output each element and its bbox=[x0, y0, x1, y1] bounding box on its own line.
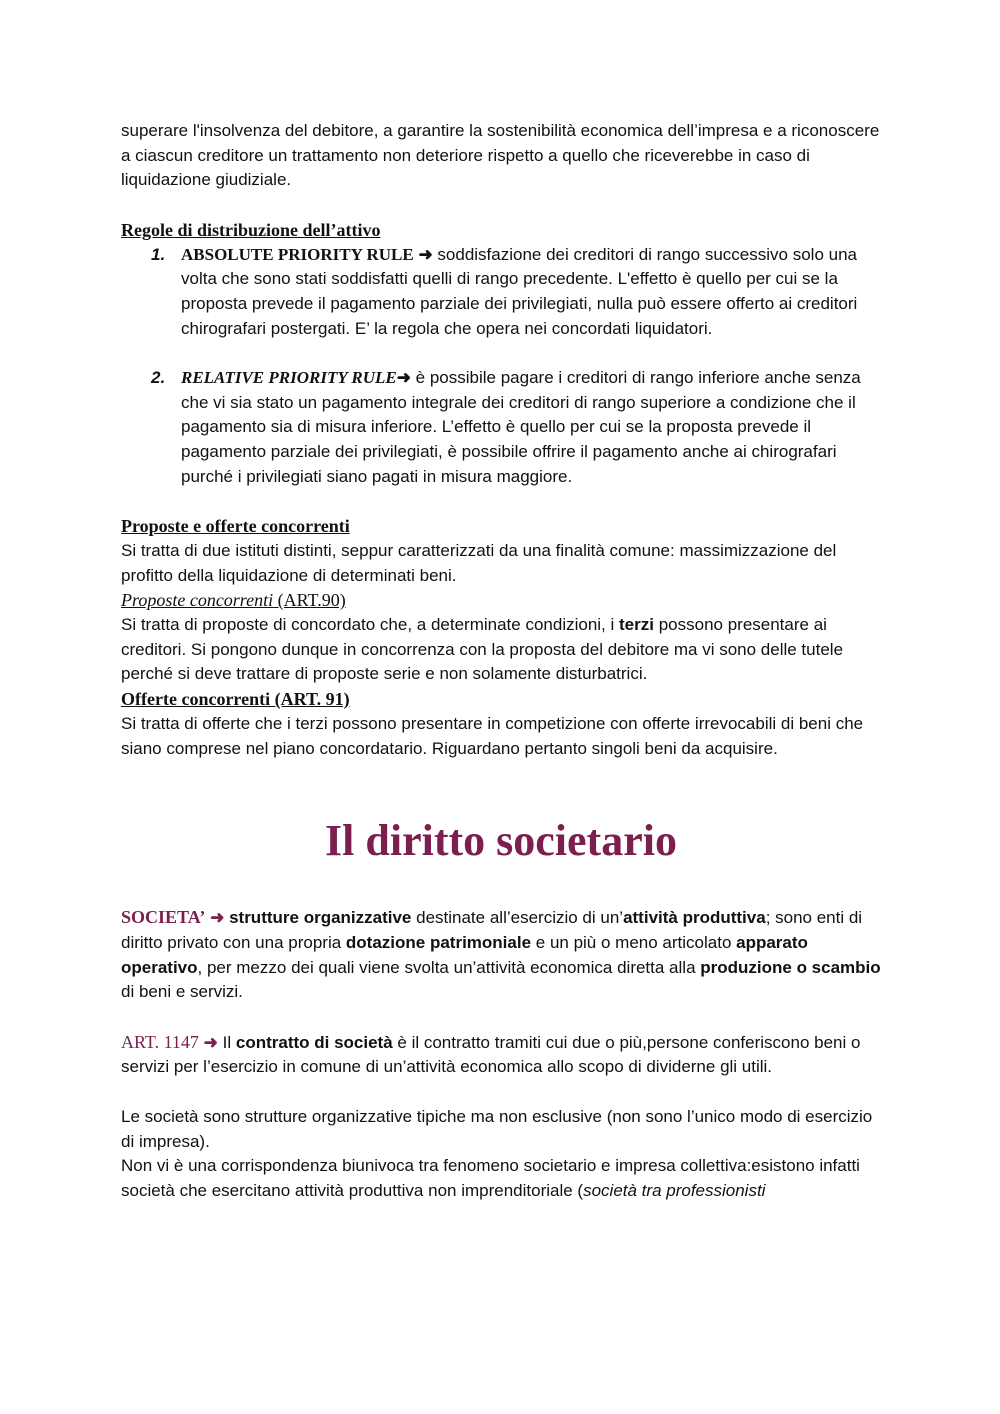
societa-paragraph bbox=[121, 905, 881, 1005]
absolute-priority-term: ABSOLUTE PRIORITY RULE bbox=[181, 244, 414, 264]
text-run: Si tratta di proposte di concordato che, a determinate condizioni, i bbox=[121, 615, 620, 635]
offerte-paragraph: Si tratta di offerte che i terzi possono presentare in competizione con offerte irrevocabili di beni che siano comprese nel piano concordatario. Riguardano pertanto singoli beni da acquisire. bbox=[121, 713, 864, 758]
section-heading-proposte-offerte: Proposte e offerte concorrenti bbox=[121, 516, 350, 537]
list-item-text: soddisfazione dei creditori di rango successivo solo una volta che sono stati soddisfatti quelli di rango precedente. L'effetto è quello per cui se la proposta prevede il pagamento parziale dei privilegiati, nulla può essere offerto ai creditori chirografari postergati. E’ la regola che opera nei concordati liquidatori. bbox=[181, 244, 858, 338]
text-run: e un più o meno articolato bbox=[531, 932, 737, 952]
priority-rules-list bbox=[121, 243, 881, 490]
text-run: destinate all’esercizio di un’ bbox=[411, 908, 624, 928]
subheading-proposte-title: Proposte concorrenti bbox=[121, 590, 274, 611]
text-run: ; sono enti di diritto privato con una propria bbox=[121, 908, 863, 952]
proposte-paragraph bbox=[121, 613, 881, 687]
arrow-right-icon: ➜ bbox=[418, 244, 433, 264]
text-run: Il bbox=[217, 1032, 236, 1052]
bold-run: terzi bbox=[619, 615, 654, 635]
page-content bbox=[121, 119, 881, 1204]
bold-run: attività produttiva bbox=[623, 908, 766, 928]
art1147-term: ART. 1147 bbox=[121, 1031, 199, 1052]
list-item-text: è possibile pagare i creditori di rango inferiore anche senza che vi sia stato un pagamento integrale dei creditori di rango superiore a condizione che il pagamento sia di misura inferiore. L’effetto è quello per cui se la proposta prevede il pagamento parziale dei privilegiati, è possibile offrire il pagamento anche ai chirografari purché i privilegiati siano pagati in misura maggiore. bbox=[181, 368, 861, 486]
subheading-offerte: Offerte concorrenti (ART. 91) bbox=[121, 689, 350, 710]
subheading-proposte bbox=[121, 588, 881, 613]
intro-paragraph: superare l'insolvenza del debitore, a garantire la sostenibilità economica dell’impresa e a riconoscere a ciascun creditore un trattamento non deteriore rispetto a quello che riceverebbe in caso di liquidazione giudiziale. bbox=[121, 121, 880, 190]
italic-run: società tra professionisti bbox=[583, 1180, 766, 1200]
section-heading-distribuzione: Regole di distribuzione dell’attivo bbox=[121, 219, 381, 240]
text-run: possono presentare ai creditori. Si pongono dunque in concorrenza con la proposta del debitore ma vi sono delle tutele perché si deve trattare di proposte serie e non solamente disturbatrici. bbox=[121, 615, 844, 684]
text-run: è il contratto tramiti cui due o più,persone conferiscono beni o servizi per l’esercizio in comune di un’attività economica allo scopo di dividerne gli utili. bbox=[121, 1032, 861, 1077]
text-run: Non vi è una corrispondenza biunivoca tra fenomeno societario e impresa collettiva:esistono infatti società che esercitano attività produttiva non imprenditoriale ( bbox=[121, 1156, 860, 1200]
arrow-right-icon: ➜ bbox=[203, 1032, 218, 1052]
arrow-right-icon: ➜ bbox=[396, 368, 411, 387]
bold-run: contratto di società bbox=[235, 1032, 393, 1052]
arrow-right-icon: ➜ bbox=[210, 908, 225, 928]
bold-run: produzione o scambio bbox=[700, 957, 881, 977]
text-run: , per mezzo dei quali viene svolta un’attività economica diretta alla bbox=[197, 957, 701, 977]
list-number: 2. bbox=[151, 368, 166, 387]
closing-paragraph-1: Le società sono strutture organizzative tipiche ma non esclusive (non sono l’unico modo di esercizio di impresa). bbox=[121, 1106, 873, 1151]
closing-paragraph-2 bbox=[121, 1154, 881, 1203]
societa-term: SOCIETA’ bbox=[121, 907, 206, 928]
subheading-proposte-ref: (ART.90) bbox=[273, 590, 346, 611]
art1147-paragraph bbox=[121, 1030, 881, 1080]
relative-priority-term: RELATIVE PRIORITY RULE bbox=[181, 368, 397, 387]
text-run: di beni e servizi. bbox=[121, 982, 243, 1002]
proposte-offerte-paragraph: Si tratta di due istituti distinti, seppur caratterizzati da una finalità comune: massimizzazione del profitto della liquidazione di determinati beni. bbox=[121, 540, 837, 585]
bold-run: dotazione patrimoniale bbox=[345, 932, 532, 952]
list-number: 1. bbox=[151, 244, 166, 264]
bold-run: apparato operativo bbox=[121, 932, 808, 977]
list-item bbox=[121, 243, 881, 342]
bold-run: strutture organizzative bbox=[229, 908, 412, 928]
page-title: Il diritto societario bbox=[325, 816, 677, 866]
list-item bbox=[121, 366, 881, 490]
